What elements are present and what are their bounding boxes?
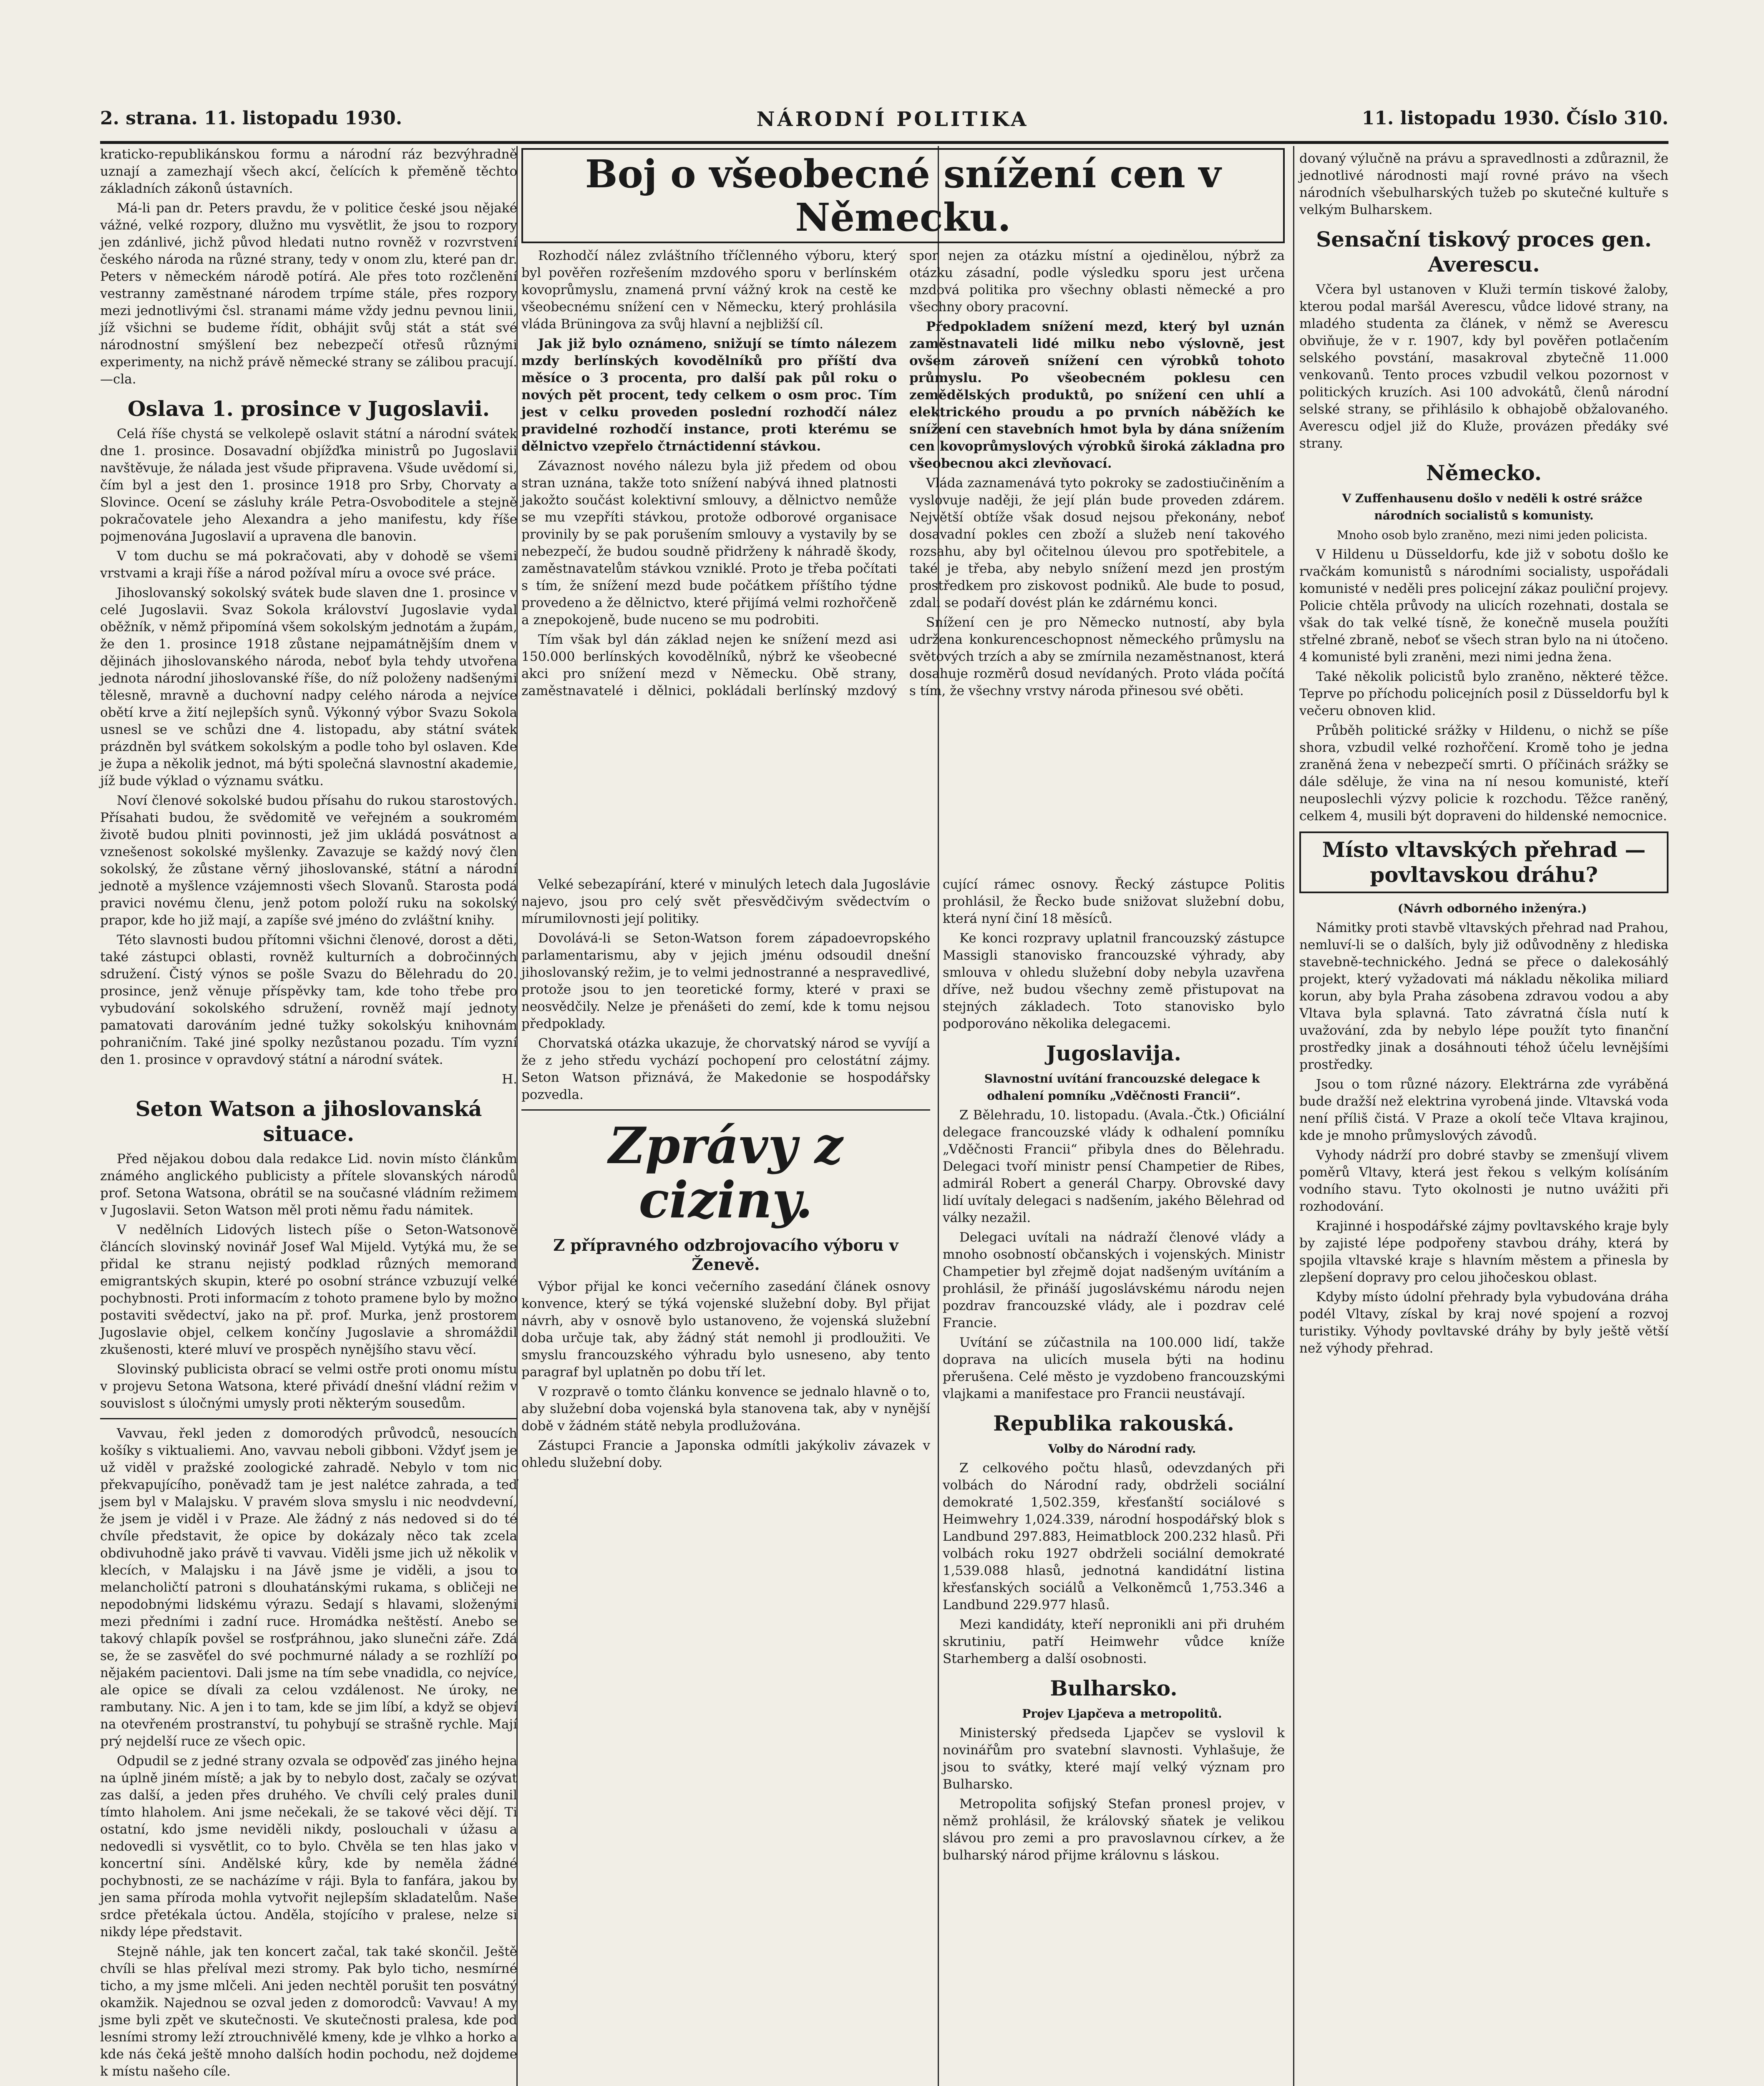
article-paragraph: Závaznost nového nálezu byla již předem od obou stran uznána, takže toto snížení nabývá ihned platnosti jakožto součást kolektivní smlouvy, a dělnictvo nemůže se mu vzepříti stávkou, protože odborové organisace provinily by se pak porušením smlouvy a vystavily by se nebezpečí, že budou soudně přidrženy k náhradě škody, zaměstnavatelům stávkou vzniklé. Proto je třeba počítati s tím, že snížení mezd bude počátkem příštího týdne provedeno a že dělnictvo, které přijímá velmi rozhořčeně a znepokojeně, bude nuceno se mu podrobiti.: [521, 459, 897, 627]
article-paragraph: Noví členové sokolské budou přísahu do rukou starostových. Přísahati budou, že svědomitě ve veřejném a soukromém životě budou plniti povinnosti, jež jim ukládá posvátnost a vznešenost sokolské myšlenky. Zavazuje se každý nový člen sokolský, že zůstane věrný jihoslovanské, státní a národní jednotě a myšlence vzájemnosti všech Slovanů. Starosta podá pravici novému členu, jenž potom položí ruku na sokolský prapor, kde ho již mají, a zapíše své jméno do zvláštní knihy.: [100, 793, 517, 928]
article-subtitle: Slavnostní uvítání francouzské delegace k odhalení pomníku „Vděčnosti Francii“.: [984, 1072, 1260, 1103]
article-paragraph: Také několik policistů bylo zraněno, některé těžce. Teprve po příchodu policejních posil z Düsseldorfu byl k večeru obnoven klid.: [1299, 669, 1668, 718]
article-paragraph: V tom duchu se má pokračovati, aby v dohodě se všemi vrstvami a kraji říše a národ požíval míru a ovoce své práce.: [100, 549, 517, 581]
feuilleton-paragraph: Odpudil se z jedné strany ozvala se odpověď zas jiného hejna na úplně jiném místě; a jak by to nebylo dost, začaly se ozývat zas další, a jeden přes druhého. Ve chvíli celý prales dunil tímto hlaholem. Ani jsme nečekali, že se takové věci dějí. Ti ostatní, kdo jsme neviděli nikdy, poslouchali v úžasu a nedovedli si vysvětlit, co to bylo. Chvěla se ten hlas jako v koncertní síni. Andělské kůry, kde by neměla žádné pochybnosti, ze se nacházíme v ráji. Byla to fanfára, jakou by jen sama příroda mohla vytvořit nejlepším skladatelům. Naše srdce přetékala úctou. Anděla, stojícího v pralese, nelze si nikdy lépe představit.: [100, 1753, 517, 1940]
article-paragraph: Kdyby místo údolní přehrady byla vybudována dráha podél Vltavy, získal by kraj nové spojení a rozvoj turistiky. Výhody povltavské dráhy by byly ještě větší než výhody přehrad.: [1299, 1290, 1668, 1356]
article-paragraph: Snížení cen je pro Německo nutností, aby byla udržena konkurenceschopnost německého průmyslu na světových trzích a aby se zmírnila nezaměstnanost, která dosahuje rozměrů dosud nevídaných. Proto vláda počítá s tím, že všechny vrstvy národa přinesou své oběti.: [909, 615, 1285, 698]
article-paragraph: Celá říše chystá se velkolepě oslavit státní a národní svátek dne 1. prosince. Dosavadní objížďka ministrů po Jugoslavii navštěvuje, že nálada jest všude připravena. Všude uvědomí si, čím byl a jest den 1. prosince 1918 pro Srby, Chorvaty a Slovince. Ocení se zásluhy krále Petra-Osvoboditele a stejně pokračovatele jeho Alexandra a jeho manifestu, kdy říše pojmenována Jugoslavií a upravena dle banovin.: [100, 426, 517, 544]
article-title-seton: Seton Watson a jihoslovanská situace.: [135, 1096, 482, 1146]
article-paragraph: Slovinský publicista obrací se velmi ostře proti onomu místu v projevu Setona Watsona, které přivádí dnešní vládní režim v souvislost s úločnými umysly proti některým sousedům.: [100, 1362, 517, 1411]
article-paragraph: Z celkového počtu hlasů, odevzdaných při volbách do Národní rady, obdrželi sociální demokraté 1,502.359, křesťanští sociálové s Heimwehry 1,024.339, národní hospodářský blok s Landbund 297.883, Heimatblock 200.232 hlasů. Při volbách roku 1927 obdrželi sociální demokraté 1,539.088 hlasů, jednotná kandidátní listina křesťanských sociálů a Velkoněmců 1,753.346 a Landbund 229.977 hlasů.: [943, 1461, 1285, 1612]
section-title-jugoslavija: Jugoslavija.: [1046, 1041, 1181, 1066]
article-paragraph: Krajinné i hospodářské zájmy povltavského kraje byly by zajisté lépe podpořeny stavbou dráhy, která by spojila vltavské kraje s hlavním městem a přinesla by zlepšení dopravy pro celou jihočeskou oblast.: [1299, 1219, 1668, 1285]
article-continuation: kraticko-republikánskou formu a národní ráz bezvýhradně uznají a zamezhají všech akcí, čelících k přeměně těchto základních zákonů ústavních.: [100, 147, 517, 196]
article-paragraph: Této slavnosti budou přítomni všichni členové, dorost a děti, také zástupci oblasti, rovněž kulturních a dobročinných sdružení. Čistý výnos se pošle Svazu do Bělehradu do 20. prosince, jenž věnuje příspěvky tam, kde toho třebe pro vybudování sokolského sdružení, rovněž mají jednoty pamatovati darováním jedné tužky sokolskýu knihovnám pohraničním. Také jiné spolky nezůstanou pozadu. Tím vyzní den 1. prosince v opravdový státní a národní svátek.: [100, 932, 517, 1067]
lead-article-body: [521, 247, 1285, 886]
feuilleton-rule: [100, 1418, 517, 1419]
lead-article: [521, 148, 1285, 886]
issue-date-number: 11. listopadu 1930. Číslo 310.: [1361, 108, 1668, 129]
column-3-lower: [943, 876, 1285, 1867]
section-rule: [521, 1109, 930, 1111]
article-subtitle: Volby do Národní rady.: [1048, 1442, 1196, 1456]
article-paragraph: V nedělních Lidových listech píše o Seton-Watsonově článcích slovinský novinář Josef Wal Mijeld. Vytýká mu, že se přidal ke stranu nejistý podklad různých memorand emigrantských skupin, které po osobní stránce vzbuzují velké pochybnosti. Proti informacím z tohoto pramene bylo by možno postaviti svědectví, jako na př. prof. Murka, jenž prostorem Jugoslavie objel, celkem končíny Jugoslavie a shromáždil zkušenosti, které mluví ve prospěch nynějšího stavu věcí.: [100, 1222, 517, 1357]
article-lead: Mnoho osob bylo zraněno, mezi nimi jeden policista.: [1336, 528, 1648, 542]
header-rule: [100, 141, 1668, 144]
section-title-rakousko: Republika rakouská.: [993, 1411, 1234, 1436]
feuilleton-paragraph: Stejně náhle, jak ten koncert začal, tak také skončil. Ještě chvíli se hlas přelíval mezi stromy. Pak bylo ticho, nesmírné ticho, a my jsme mlčeli. Ani jeden nechtěl porušit ten posvátný okamžik. Najednou se ozval jeden z domorodců: Vavvau! A my jsme byli zpět ve skutečnosti. Ve skutečnosti pralesa, kde pod lesními stromy leží ztrouchnivělé kmeny, kde je vlhko a horko a kde nás čeká ještě mnoho dalších hodin pochodu, než dojdeme k místu našeho cíle.: [100, 1944, 517, 2079]
article-paragraph: Jak již bylo oznámeno, snižují se tímto nálezem mzdy berlínských kovodělníků pro příští dva měsíce o 3 procenta, pro další pak půl roku o nových pět procent, tedy celkem o osm proc. Tím jest v celku proveden poslední rozhodčí nález pravidelné rozhodčí instance, proti kterému se dělnictvo vzepřelo čtrnáctidenní stávkou.: [521, 336, 897, 454]
article-paragraph: Delegaci uvítali na nádraží členové vlády a mnoho osobností občanských i vojenských. Ministr Champetier byl zřejmě dojat nadšeným uvítáním a prohlásil, že přináší jugoslávskému národu nejen pozdrav francouzské vlády, ale i pozdrav celé Francie.: [943, 1230, 1285, 1330]
column-1: [100, 146, 517, 2083]
article-title-averescu: Sensační tiskový proces gen. Averescu.: [1316, 227, 1652, 277]
article-paragraph: Jsou o tom různé názory. Elektrárna zde vyráběná bude dražší než elektrina vyrobená jinde. Vltavská voda není příliš čistá. V Praze a okolí teče Vltava krajinou, kde je mnoho průmyslových závodů.: [1299, 1077, 1668, 1143]
article-paragraph: Ministerský předseda Ljapčev se vyslovil k novinářům pro svatební slavnosti. Vyhlašuje, že jsou to svátky, které mají velký význam pro Bulharsko.: [943, 1726, 1285, 1792]
article-paragraph: Rozhodčí nález zvláštního tříčlenného výboru, který byl pověřen rozřešením mzdového sporu v berlínském kovoprůmyslu, znamená první vážný krok na cestě ke všeobecnému snížení cen v Německu, který prohlásila vláda Brüningova za svůj hlavní a nejbližší cíl.: [521, 248, 897, 332]
article-paragraph: Včera byl ustanoven v Kluži termín tiskové žaloby, kterou podal maršál Averescu, vůdce lidové strany, na mladého studenta za článek, v němž se Averescu obviňuje, že v r. 1907, kdy byl pověřen potlačením selského povstání, masakroval zbytečně 11.000 venkovanů. Tento proces vzbudil velkou pozornost v politických kruzích. Asi 100 advokátů, členů národní selské strany, se přihlásilo k obhajobě obžalovaného. Averescu odjel již do Kluže, provázen předáky své strany.: [1299, 282, 1668, 451]
article-title-zeneva: Z přípravného odzbrojovacího výboru v Ženevě.: [553, 1236, 898, 1274]
article-paragraph: V Hildenu u Düsseldorfu, kde již v sobotu došlo ke rvačkám komunistů s národními socialisty, uspořádali komunisté v neděli pres policejní zákaz pouliční projevy. Policie chtěla průvody na ulicích rozehnati, dostala se však do tak velké tísně, že konečně musela použíti střelné zbraně, neboť se všech stran bylo na ni útočeno. 4 komunisté byli zraněni, mezi nimi jedna žena.: [1299, 547, 1668, 665]
feuilleton-paragraph: Vavvau, řekl jeden z domorodých průvodců, nesoucích košíky s viktualiemi. Ano, vavvau neboli gibboni. Vždyť jsem je už viděl v pražské zoologické zahradě. Nebylo v tom nic překvapujícího, poněvadž tam je jest nalétce zahrada, a teď jsem byl v Malajsku. V pravém slova smyslu i nic neodvdevní, že jsem je viděl i v Praze. Ale žádný z nás nedoved si do té chvíle představit, že opice by dokázaly něco tak zcela obdivuhodně jako právě ti vavvau. Viděli jsme jich už několik v klecích, v Malajsku i na Jávě jsme je viděli, a jsou to melancholičtí patroni s dlouhatánskými rukama, s obličeji ne nepodobnými lidskému výrazu. Sedají s hlavami, složenými mezi předními i zadní ruce. Hromádka neštěstí. Anebo se takový chlapík povšel se rosťpráhnou, jako slunečni záře. Zdá se, že se zasvěťel do své pochmurné nálady a se rozhlíží po nějakém pacientovi. Dali jsme na tím sebe vnadidla, co nejvíce, ale opice se dívali za celou vzdálenost. Ne úroky, ne rambutany. Nic. A jen i to tam, kde se jim líbí, a když se objeví na otevřeném prostranství, tu pohybují se strašně rychle. Mají prý nejdelší ruce ze všech opic.: [100, 1426, 517, 1749]
article-paragraph: Metropolita sofijský Stefan pronesl projev, v němž prohlásil, že královský sňatek je velikou slávou pro zemi a pro pravoslavnou církev, a že bulharský národ přijme královnu s láskou.: [943, 1796, 1285, 1863]
article-subtitle: Projev Ljapčeva a metropolitů.: [1022, 1707, 1222, 1721]
boxed-headline: [1299, 831, 1668, 893]
page-header: [100, 108, 1668, 141]
article-paragraph: Průběh politické srážky v Hildenu, o nichž se píše shora, vzbudil velké rozhořčení. Kromě toho je jedna zraněná žena v nebezpečí smrti. O příčinách srážky se dále sděluje, že vina na ní nesou komunisté, kteří neuposlechli výzvy policie k rozchodu. Těžce raněný, celkem 4, musili být dopraveni do hildenské nemocnice.: [1299, 723, 1668, 824]
article-paragraph: Mezi kandidáty, kteří nepronikli ani při druhém skrutiniu, patří Heimwehr vůdce kníže Starhemberg a další osobnosti.: [943, 1617, 1285, 1666]
article-paragraph: Námitky proti stavbě vltavských přehrad nad Prahou, nemluví-li se o dalších, byly již odůvodněny z hlediska stavebně-technického. Jedná se přece o dalekosáhlý projekt, který vyžadovati má nákladu několika miliard korun, aby byla Praha zásobena zdravou vodou a aby Vltava byla splavná. Tato závratná čísla nutí k uvažování, zda by nebylo lépe použít tyto finanční prostředky jinak a dosáhnouti téhož účelu levnějšími prostředky.: [1299, 920, 1668, 1072]
column-2-lower: [521, 876, 930, 1474]
lead-article-title: Boj o všeobecné snížení cen v Německu.: [521, 148, 1285, 243]
article-paragraph: Tím však byl dán základ nejen ke snížení mezd asi 150.000 berlínských kovodělníků, nýbrž ke všeobecné akci pro snížení mezd v Německu. Obě strany, zaměstnavatelé i dělnici, pokládali berlínský mzdový spor nejen za otázku místní a ojedinělou, nýbrž za otázku zásadní, podle výsledku sporu jest určena mzdová politika pro všechny oblasti německé a pro všechny obory pracovní.: [521, 248, 1285, 698]
article-paragraph: cující rámec osnovy. Řecký zástupce Politis prohlásil, že Řecko bude snižovat služební dobu, která nyní činí 18 měsíců.: [943, 877, 1285, 926]
article-subtitle: (Návrh odborného inženýra.): [1397, 902, 1587, 915]
section-title-zpravy: Zprávy z ciziny.: [609, 1116, 843, 1229]
article-paragraph: Předpokladem snížení mezd, který byl uznán zaměstnavateli lidé milku nebo výslovně, jest ovšem zároveň snížení cen výrobků tohoto průmyslu. Po všeobecném poklesu cen zemědělských produktů, po snížení cen uhlí a elektrického proudu a po prvních náběžích ke snížení cen stavebních hmot byla by dána snížením cen kovoprůmyslových výrobků široká základna pro všeobecnou akci zlevňovací.: [909, 319, 1285, 471]
article-continuation: dovaný výlučně na právu a spravedlnosti a zdůraznil, že jednotlivé národnosti mají rovné právo na všech národních všebulharských tužeb po skutečné kultuře s velkým Bulharskem.: [1299, 151, 1668, 217]
article-paragraph: Velké sebezapírání, které v minulých letech dala Jugoslávie najevo, jsou pro celý svět přesvědčivým svědectvím o mírumilovnosti její politiky.: [521, 877, 930, 926]
article-paragraph: Uvítání se zúčastnila na 100.000 lidí, takže doprava na ulicích musela býti na hodinu přerušena. Celé město je vyzdobeno francouzskými vlajkami a manifestace pro Francii neustávají.: [943, 1335, 1285, 1401]
article-author: H.: [502, 1072, 517, 1087]
article-paragraph: Dovolává-li se Seton-Watson forem západoevropského parlamentarismu, aby v jejich jménu odsoudil dnešní jihoslovanský režim, je to velmi jednostranné a nespravedlivé, protože jsou to jen teoretické formy, které v praxi se neosvědčily. Nelze je přenášeti do zemí, kde k tomu nejsou předpoklady.: [521, 931, 930, 1031]
article-paragraph: Chorvatská otázka ukazuje, že chorvatský národ se vyvíjí a že z jeho středu vychází pochopení pro celostátní zájmy. Seton Watson přiznává, že Makedonie se hospodářsky pozvedla.: [521, 1036, 930, 1102]
article-paragraph: Vláda zaznamenává tyto pokroky se zadostiučiněním a vyslovuje naději, že její plán bude proveden zdárem. Největší obtíže však dosud nejsou překonány, neboť dosavadní pokles cen zboží a služeb není takového rozsahu, aby byl očitelnou úlevou pro spotřebitele, a také je třeba, aby nebylo snížení mezd jen prostým prostředkem pro ziskovost podniků. Ale bude to posud, zdali se podaří dovést plán ke zdárnému konci.: [909, 476, 1285, 610]
masthead-title: NÁRODNÍ POLITIKA: [756, 108, 1029, 131]
section-title-bulharsko: Bulharsko.: [1050, 1676, 1178, 1701]
article-paragraph: Vyhody nádrží pro dobré stavby se zmenšují vlivem poměrů Vltavy, která jest řekou s velkým kolísáním vodního stavu. Tyto okolnosti je nutno uvážiti při rozhodování.: [1299, 1148, 1668, 1214]
article-title-vltava: Místo vltavských přehrad — povltavskou dráhu?: [1322, 837, 1646, 887]
article-subtitle: V Zuffenhausenu došlo v neděli k ostré srážce národních socialistů s komunisty.: [1342, 491, 1643, 522]
article-paragraph: Z Bělehradu, 10. listopadu. (Avala.-Čtk.) Oficiální delegace francouzské vlády k odhalení pomníku „Vděčnosti Francii“ přibyla dnes do Bělehradu. Delegaci tvoří ministr pensí Champetier de Ribes, admirál Robert a generál Charpy. Obrovské davy lidí uvítaly delegaci s nadšením, jakého Bělehrad od války nezažil.: [943, 1108, 1285, 1225]
section-title-nemecko: Německo.: [1426, 461, 1542, 485]
article-title-oslava: Oslava 1. prosince v Jugoslavii.: [127, 396, 490, 421]
article-paragraph: Před nějakou dobou dala redakce Lid. novin místo článkům známého anglického publicisty a přítele slovanských národů prof. Setona Watsona, obrátil se na současné vládním režimem v Jugoslavii. Seton Watson měl proti němu řadu námitek.: [100, 1151, 517, 1218]
article-paragraph: Ke konci rozpravy uplatnil francouzský zástupce Massigli stanovisko francouzské výhrady, aby smlouva v ohledu služební doby nebyla uzavřena dříve, než budou všechny země přistupovat na stejných základech. Toto stanovisko bylo podporováno několika delegacemi.: [943, 931, 1285, 1031]
column-divider: [1293, 146, 1294, 2086]
article-paragraph: Zástupci Francie a Japonska odmítli jakýkoliv závazek v ohledu služební doby.: [521, 1438, 930, 1470]
column-4: [1299, 150, 1668, 1360]
article-paragraph: Jihoslovanský sokolský svátek bude slaven dne 1. prosince v celé Jugoslavii. Svaz Sokola království Jugoslavie vydal oběžník, v němž připomíná všem sokolským jednotám a župám, že den 1. prosince 1918 zůstane nejpamátnějším dnem v dějinách jihoslovanského národa, neboť byla tehdy utvořena jednota národní jihoslovanské říše, do níž položeny nadšenými tělesně, mravně a duchovní nadpy celého národa a nejvíce obětí krve a žití nejlepších synů. Výkonný výbor Svazu Sokola usnesl se ve schůzi dne 4. listopadu, aby státní svátek prázdněn byl svátkem sokolským a podle toho byl oslaven. Kde je župa a několik jednot, má býti společná slavnostní akademie, jíž bude výklad o významu svátku.: [100, 585, 517, 789]
page-number-date: 2. strana. 11. listopadu 1930.: [100, 108, 403, 129]
article-paragraph: Má-li pan dr. Peters pravdu, že v politice české jsou nějaké vážné, velké rozpory, dlužno mu vysvětlit, že jsou to rozpory jen zdánlivé, jichž původ hledati nutno rovněž v rozvrstvení českého národa na různé strany, tedy v onom zlu, které pan dr. Peters v německém národě potírá. Ale přes toto rozčlenění vestranny zaměstnané národem trpíme stále, přes rozpory mezi jednotlivými čsl. stranami máme vždy jednu pevnou linii, jíž všichni se budeme řídit, obhájit svůj stát a stát své národnostní smýšlení bez nebezpečí otřesů různými experimenty, na nichž právě německé strany se zálibou pracují. —cla.: [100, 201, 517, 387]
article-paragraph: Výbor přijal ke konci večerního zasedání článek osnovy konvence, který se týká vojenské služební doby. Byl přijat návrh, aby v osnově bylo ustanoveno, že vojenská služební doba určuje tak, aby žádný stát nemohl ji prodloužiti. Ve smyslu francouzského výhradu bylo usneseno, aby tento paragraf byl uplatněn po dobu tří let.: [521, 1279, 930, 1380]
article-paragraph: V rozpravě o tomto článku konvence se jednalo hlavně o to, aby služební doba vojenská byla stanovena tak, aby v nynější době v žádném státě nebyla prodlužována.: [521, 1384, 930, 1433]
